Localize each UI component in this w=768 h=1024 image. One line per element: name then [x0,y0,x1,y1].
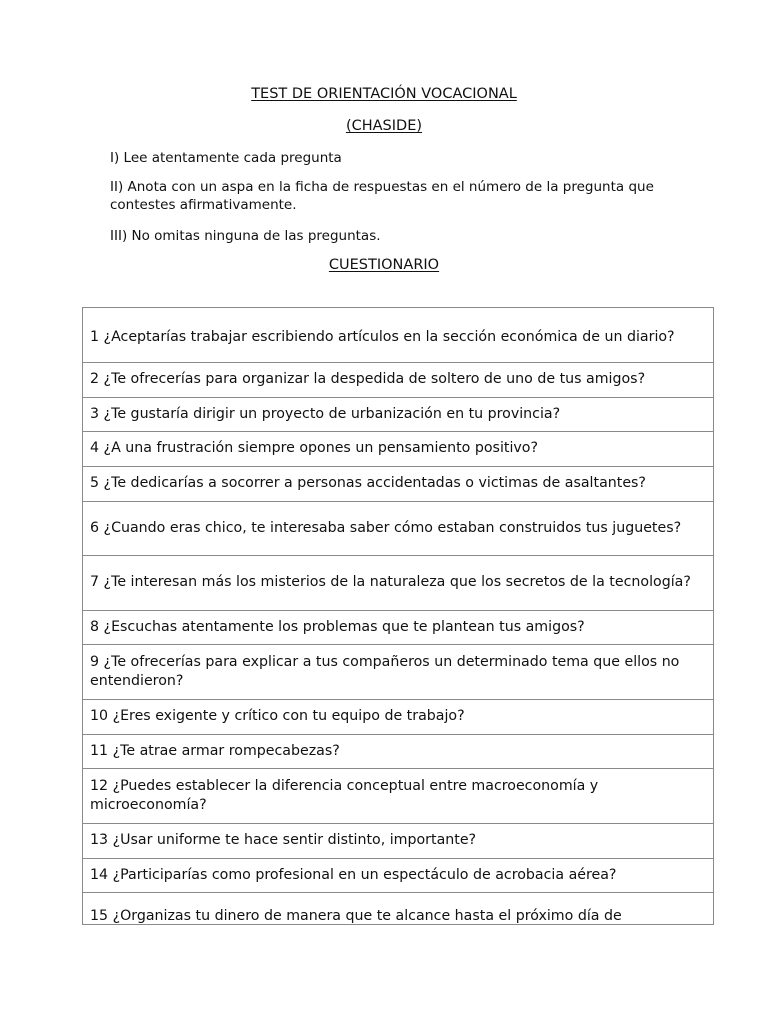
instruction-3: III) No omitas ninguna de las preguntas. [110,228,381,244]
table-row [83,467,713,502]
question-text: 6 ¿Cuando eras chico, te interesaba saber cómo estaban construidos tus juguetes? [90,519,682,536]
table-row [83,556,713,611]
question-text: 12 ¿Puedes establecer la diferencia conceptual entre macroeconomía y microeconomía? [90,777,599,814]
question-text: 9 ¿Te ofrecerías para explicar a tus compañeros un determinado tema que ellos no entendieron? [90,653,680,690]
question-text: 13 ¿Usar uniforme te hace sentir distinto, importante? [90,831,477,848]
question-text: 2 ¿Te ofrecerías para organizar la despedida de soltero de uno de tus amigos? [90,371,646,388]
table-row [83,432,713,467]
table-row [83,611,713,646]
table-row [83,700,713,735]
table-row [83,308,713,363]
instruction-1: I) Lee atentamente cada pregunta [110,150,342,166]
table-row [83,398,713,433]
question-text: 1 ¿Aceptarías trabajar escribiendo artículos en la sección económica de un diario? [90,329,675,346]
section-title: CUESTIONARIO [328,257,440,273]
question-text: 5 ¿Te dedicarías a socorrer a personas accidentadas o victimas de asaltantes? [90,475,646,492]
table-row [83,502,713,557]
table-row [83,735,713,770]
questions-table [82,307,714,925]
question-text: 7 ¿Te interesan más los misterios de la naturaleza que los secretos de la tecnología? [90,574,691,591]
question-text: 4 ¿A una frustración siempre opones un pensamiento positivo? [90,440,539,457]
instruction-2: II) Anota con un aspa en la ficha de respuestas en el número de la pregunta que contestes afirmativamente. [110,179,654,213]
table-row [83,363,713,398]
table-row [83,859,713,894]
question-text: 14 ¿Participarías como profesional en un espectáculo de acrobacia aérea? [90,866,617,883]
document-subtitle: (CHASIDE) [345,118,423,134]
table-row [83,893,713,925]
question-text: 8 ¿Escuchas atentamente los problemas que te plantean tus amigos? [90,618,585,635]
table-row [83,769,713,824]
question-text: 11 ¿Te atrae armar rompecabezas? [90,742,340,759]
question-text: 15 ¿Organizas tu dinero de manera que te alcance hasta el próximo día de [90,908,622,925]
document-title: TEST DE ORIENTACIÓN VOCACIONAL [251,86,517,102]
question-text: 10 ¿Eres exigente y crítico con tu equipo de trabajo? [90,708,465,725]
table-row [83,824,713,859]
table-row [83,645,713,700]
question-text: 3 ¿Te gustaría dirigir un proyecto de urbanización en tu provincia? [90,405,561,422]
